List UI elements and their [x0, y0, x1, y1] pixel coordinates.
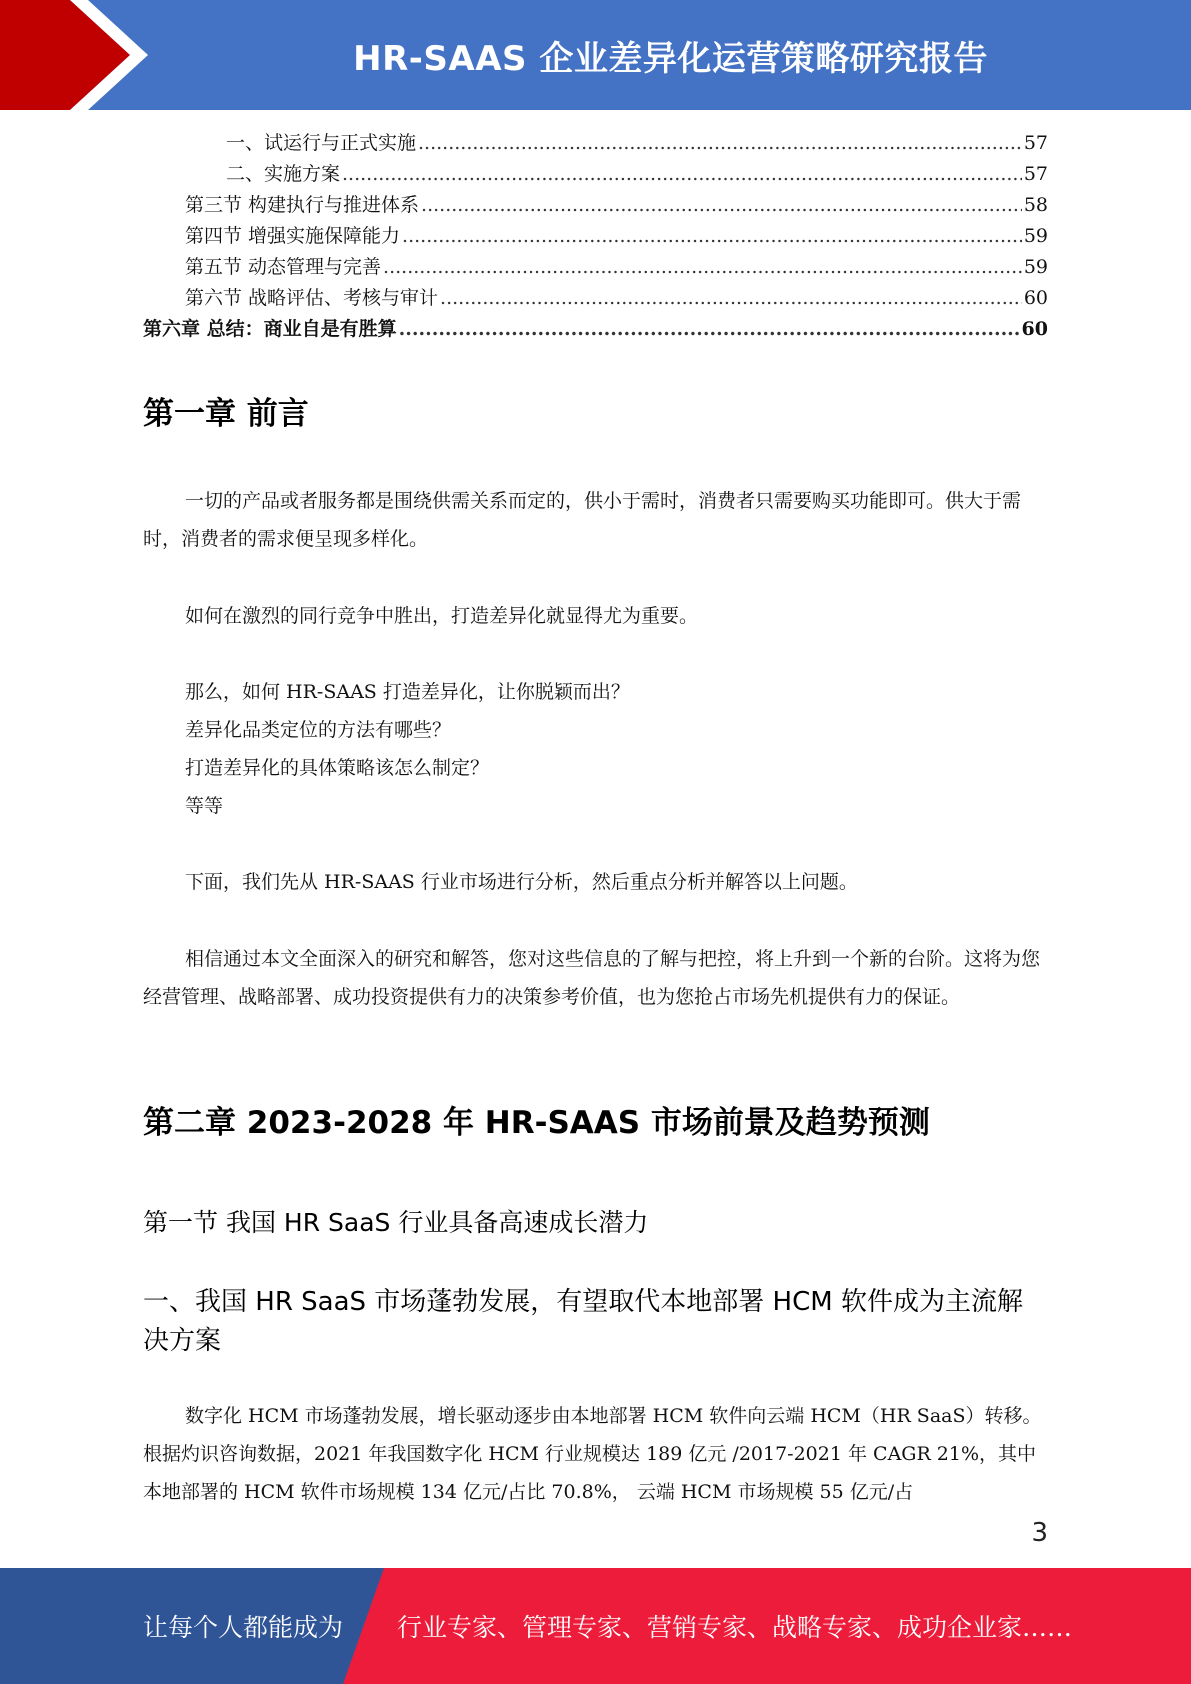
- toc-entry[interactable]: [143, 221, 1048, 252]
- toc-entry[interactable]: [143, 314, 1048, 345]
- toc-entry-label: 二、实施方案: [226, 163, 341, 185]
- toc-entry[interactable]: [143, 128, 1048, 159]
- toc-leader-dots: [418, 132, 1022, 154]
- toc-leader-dots: [383, 256, 1022, 278]
- paragraph: 如何在激烈的同行竞争中胜出，打造差异化就显得尤为重要。: [185, 605, 699, 627]
- question-line: 等等: [185, 795, 224, 817]
- paragraph: 下面，我们先从 HR-SAAS 行业市场进行分析，然后重点分析并解答以上问题。: [185, 871, 858, 893]
- toc-leader-dots: [399, 318, 1020, 340]
- paragraph: 数字化 HCM 市场蓬勃发展，增长驱动逐步由本地部署 HCM 软件向云端 HCM（HR SaaS）转移。根据灼识咨询数据，2021 年我国数字化 HCM 行业规模达 189 亿元 /2017-2021 年 CAGR 21%，其中本地部署的 HCM 软件市场规模 134 亿元/占比 70.8%， 云端 HCM 市场规模 55 亿元/占: [143, 1405, 1042, 1503]
- page-number: 3: [1031, 1518, 1048, 1548]
- toc-leader-dots: [440, 287, 1022, 309]
- question-line: 那么，如何 HR-SAAS 打造差异化，让你脱颖而出？: [185, 681, 630, 703]
- section-heading: 第一节 我国 HR SaaS 行业具备高速成长潜力: [143, 1208, 649, 1237]
- chapter-1-heading: 第一章 前言: [143, 396, 309, 432]
- toc-entry-page: 60: [1021, 318, 1048, 340]
- table-of-contents: [143, 128, 1048, 345]
- paragraph: 相信通过本文全面深入的研究和解答，您对这些信息的了解与把控，将上升到一个新的台阶。这将为您经营管理、战略部署、成功投资提供有力的决策参考价值，也为您抢占市场先机提供有力的保证。: [143, 948, 1041, 1008]
- question-line: 打造差异化的具体策略该怎么制定？: [185, 757, 490, 779]
- toc-leader-dots: [342, 163, 1022, 185]
- toc-entry-page: 57: [1023, 163, 1048, 185]
- toc-entry-label: 第四节 增强实施保障能力: [185, 225, 401, 247]
- toc-entry-page: 57: [1023, 132, 1048, 154]
- paragraph: 一切的产品或者服务都是围绕供需关系而定的，供小于需时，消费者只需要购买功能即可。供大于需时，消费者的需求便呈现多样化。: [143, 490, 1022, 550]
- toc-entry-label: 第三节 构建执行与推进体系: [185, 194, 420, 216]
- toc-entry[interactable]: [143, 283, 1048, 314]
- toc-leader-dots: [402, 225, 1022, 247]
- question-line: 差异化品类定位的方法有哪些？: [185, 719, 452, 741]
- toc-leader-dots: [421, 194, 1022, 216]
- toc-entry[interactable]: [143, 252, 1048, 283]
- footer-slogan-right: 行业专家、管理专家、营销专家、战略专家、成功企业家……: [397, 1613, 1073, 1642]
- toc-entry-label: 第六章 总结：商业自是有胜算: [143, 318, 397, 340]
- toc-entry-page: 59: [1023, 225, 1048, 247]
- toc-entry-page: 58: [1023, 194, 1048, 216]
- toc-entry-label: 一、试运行与正式实施: [226, 132, 417, 154]
- toc-entry-label: 第六节 战略评估、考核与审计: [185, 287, 439, 309]
- page-header: [0, 0, 1191, 110]
- subsection-heading: 一、我国 HR SaaS 市场蓬勃发展，有望取代本地部署 HCM 软件成为主流解决方案: [143, 1287, 1023, 1356]
- chapter-2-heading: 第二章 2023-2028 年 HR-SAAS 市场前景及趋势预测: [143, 1105, 930, 1141]
- page-footer: [0, 1568, 1191, 1684]
- toc-entry[interactable]: [143, 159, 1048, 190]
- toc-entry-page: 60: [1023, 287, 1048, 309]
- footer-slogan-left: 让每个人都能成为: [143, 1613, 344, 1642]
- red-chevron-icon: [0, 0, 160, 110]
- report-title: HR-SAAS 企业差异化运营策略研究报告: [353, 38, 988, 79]
- toc-entry-page: 59: [1023, 256, 1048, 278]
- toc-entry-label: 第五节 动态管理与完善: [185, 256, 382, 278]
- toc-entry[interactable]: [143, 190, 1048, 221]
